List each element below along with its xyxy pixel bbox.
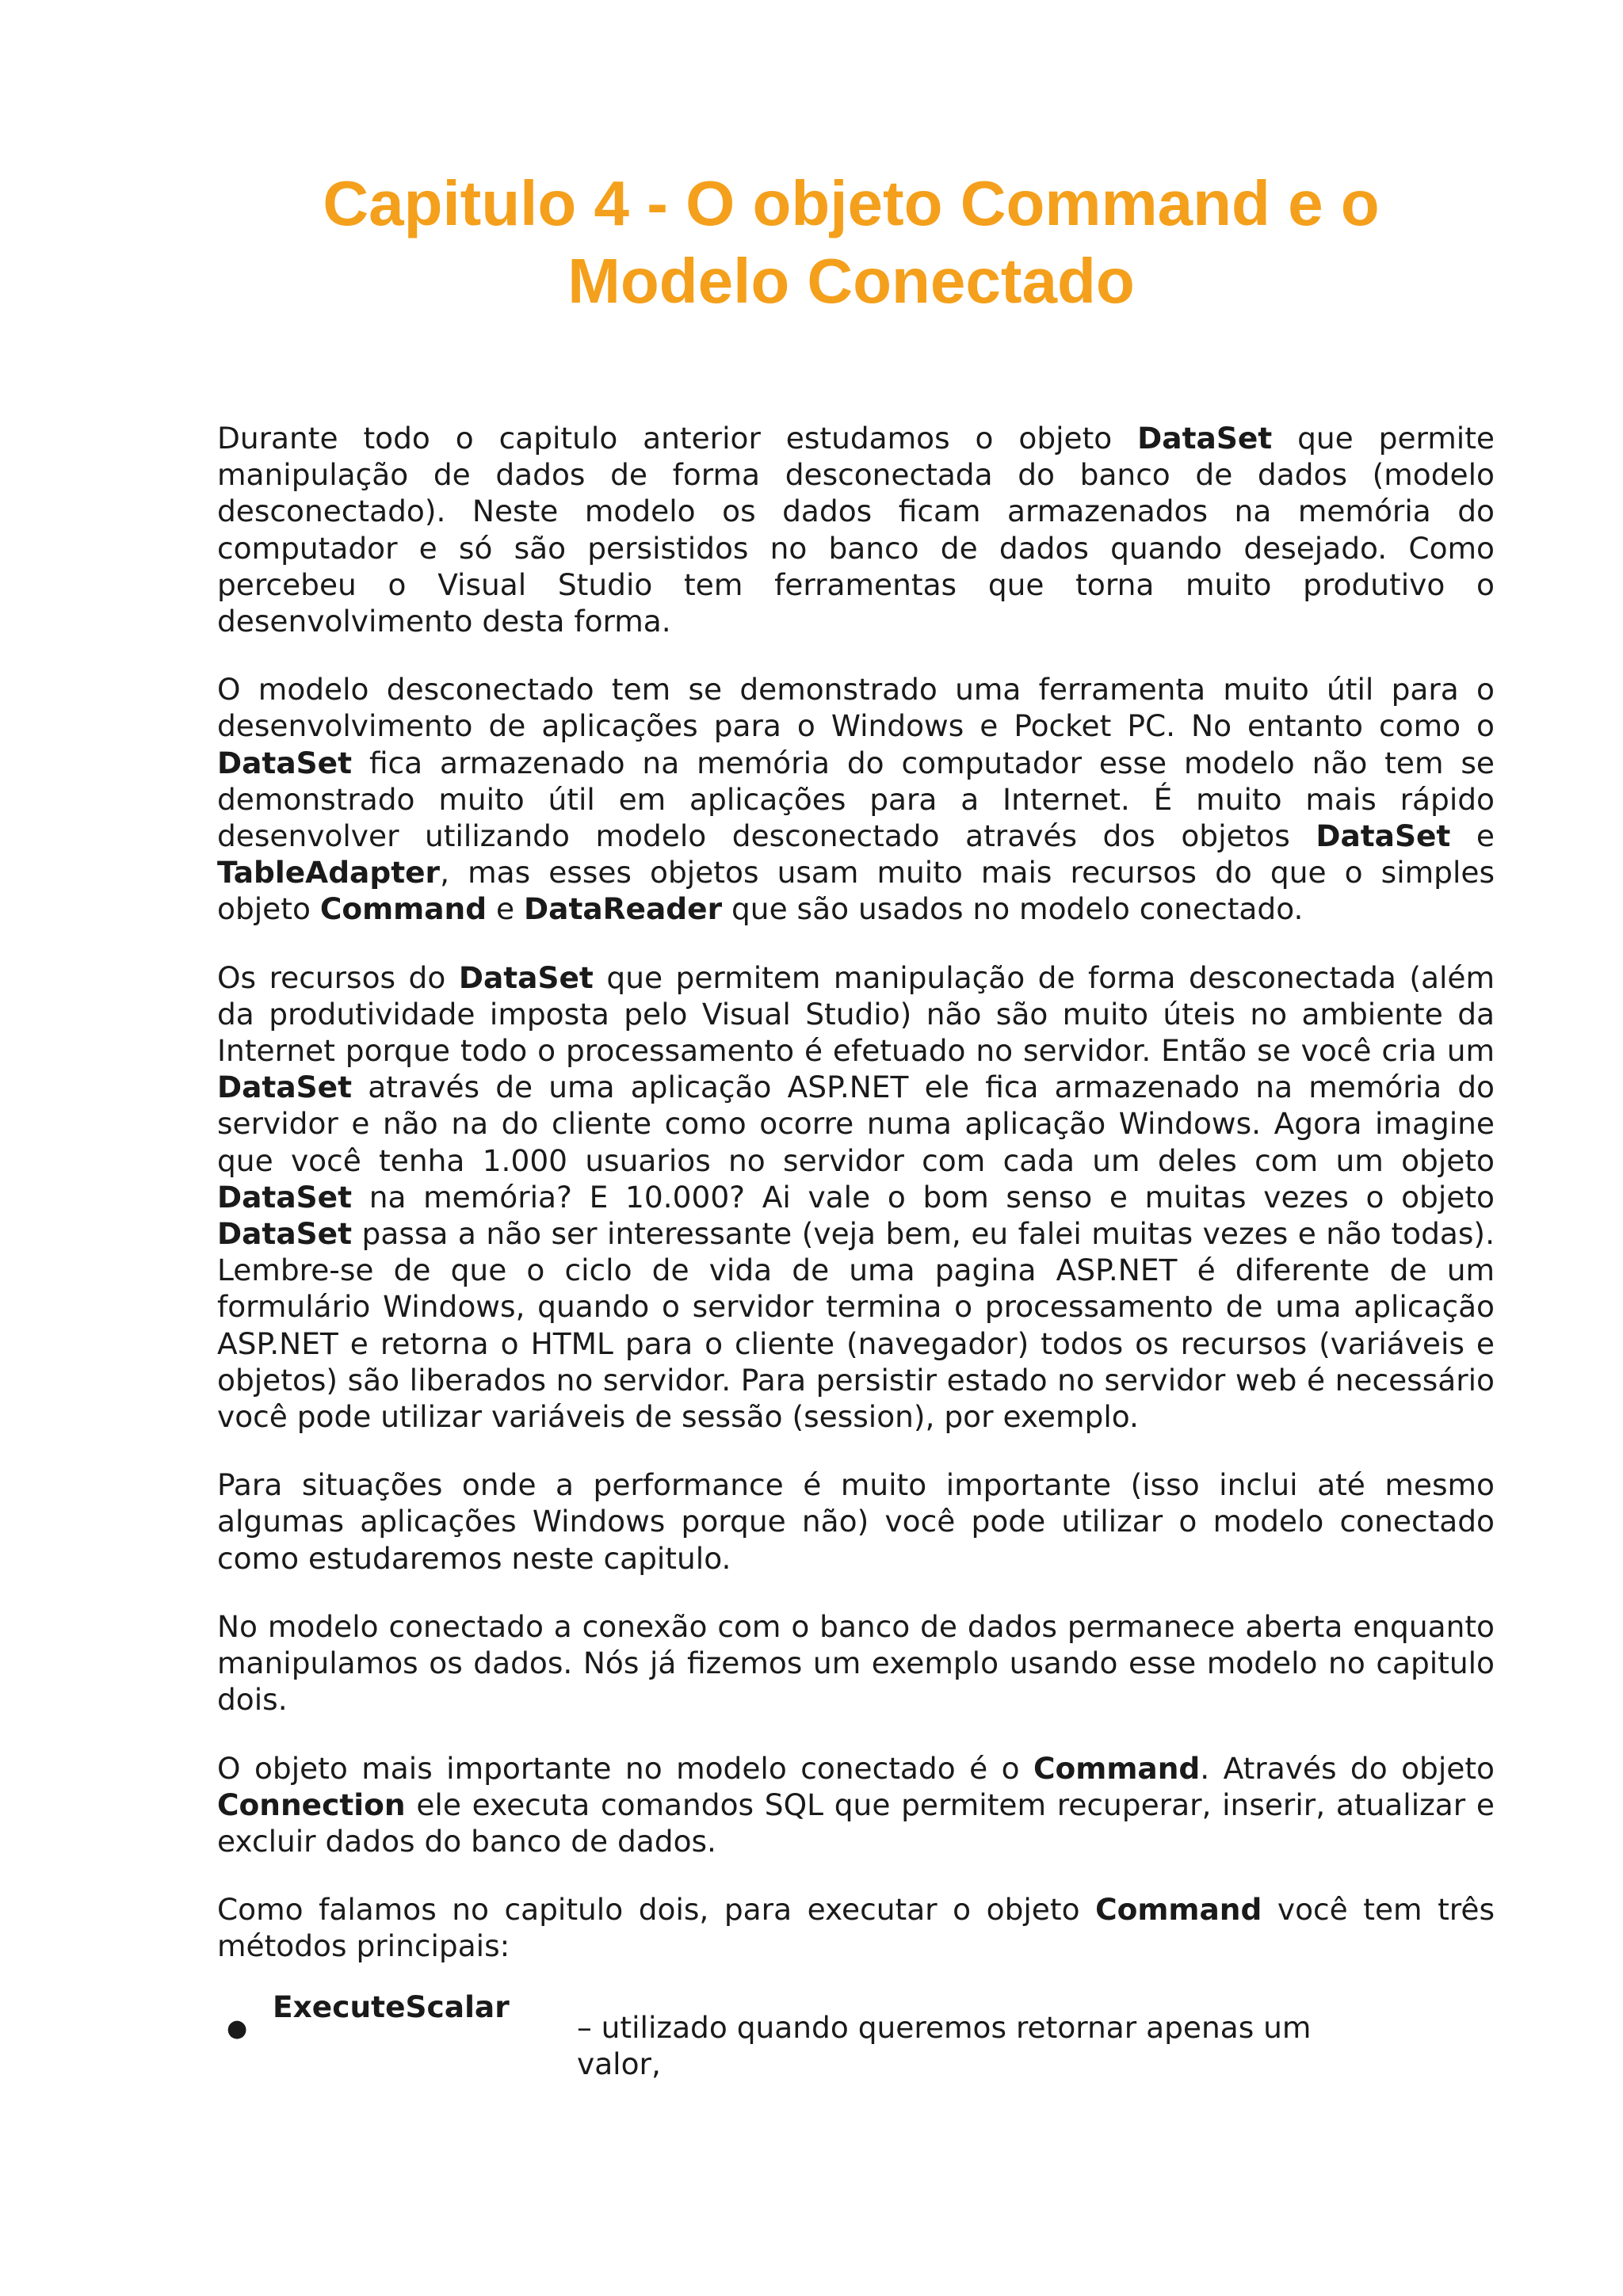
paragraph	[217, 1891, 1495, 1964]
bold-term: DataReader	[524, 891, 723, 927]
bold-term: DataSet	[458, 959, 594, 995]
list-item	[217, 1989, 1495, 2092]
bold-term: Connection	[217, 1787, 406, 1822]
text-run: fica armazenado na memória do computador esse modelo não tem se demonstrado muito útil em aplicações para a Internet. É muito mais rápido desenvolver utilizando modelo desconectado através dos objetos	[217, 745, 1495, 854]
text-run: , mas esses objetos usam muito mais recursos do que o simples objeto	[217, 855, 1495, 927]
text-run: O modelo desconectado tem se demonstrado uma ferramenta muito útil para o desenvolvimento de aplicações para o Windows e Pocket PC. No entanto como o	[217, 672, 1495, 744]
text-run: através de uma aplicação ASP.NET ele fica armazenado na memória do servidor e não na do cliente como ocorre numa aplicação Windows. Agora imagine que você tenha 1.000 usuarios no servidor com cada um deles com um objeto	[217, 1070, 1495, 1178]
paragraph	[217, 671, 1495, 927]
text-run: na memória? E 10.000? Ai vale o bom senso e muitas vezes o objeto	[352, 1179, 1495, 1215]
chapter-title-line-2: Modelo Conectado	[567, 246, 1135, 316]
text-run: No modelo conectado a conexão com o banco de dados permanece aberta enquanto manipulamos os dados. Nós já fizemos um exemplo usando esse modelo no capitulo dois.	[217, 1608, 1495, 1718]
bold-term: DataSet	[217, 745, 353, 780]
paragraph	[217, 420, 1495, 639]
text-run: O objeto mais importante no modelo conectado é o	[217, 1750, 1033, 1786]
bold-term: Command	[1095, 1892, 1262, 1928]
text-run: Durante todo o capitulo anterior estudamos o objeto	[217, 421, 1138, 456]
paragraph	[217, 1466, 1495, 1577]
paragraph	[217, 1608, 1495, 1718]
methods-list	[217, 1989, 1495, 2092]
text-run: Como falamos no capitulo dois, para executar o objeto	[217, 1892, 1096, 1928]
chapter-title-line-1: Capitulo 4 - O objeto Command e o	[323, 168, 1380, 238]
text-run: Os recursos do	[217, 959, 459, 995]
text-run: que são usados no modelo conectado.	[722, 891, 1304, 927]
method-name: ExecuteScalar	[273, 1989, 510, 2024]
text-run: e	[1450, 818, 1495, 854]
bold-term: TableAdapter	[217, 855, 441, 891]
text-run: e	[487, 891, 525, 927]
bold-term: Command	[319, 891, 487, 927]
document-body	[217, 420, 1495, 2092]
chapter-title	[238, 165, 1465, 320]
bold-term: DataSet	[217, 1179, 353, 1215]
text-run: Para situações onde a performance é muito importante (isso inclui até mesmo algumas aplicações Windows porque não) você pode utilizar o modelo conectado como estudaremos neste capitulo.	[217, 1467, 1495, 1576]
text-run: . Através do objeto	[1200, 1750, 1495, 1786]
bold-term: DataSet	[217, 1070, 353, 1105]
method-description: – utilizado quando queremos retornar apenas um valor,	[577, 2009, 1312, 2081]
text-run: que permitem manipulação de forma desconectada (além da produtividade imposta pelo Visual Studio) não são muito úteis no ambiente da Internet porque todo o processamento é efetuado no servidor. Então se você cria um	[217, 959, 1495, 1069]
bold-term: Command	[1033, 1750, 1201, 1786]
paragraph	[217, 959, 1495, 1436]
text-run: passa a não ser interessante (veja bem, eu falei muitas vezes e não todas). Lembre-se de que o ciclo de vida de uma pagina ASP.NET é diferente de um formulário Windows, quando o servidor termina o processamento de uma aplicação ASP.NET e retorna o HTML para o cliente (navegador) todos os recursos (variáveis e objetos) são liberados no servidor. Para persistir estado no servidor web é necessário você pode utilizar variáveis de sessão (session), por exemplo.	[217, 1216, 1495, 1435]
bullet-icon: ●	[227, 2014, 248, 2042]
text-run: ele executa comandos SQL que permitem recuperar, inserir, atualizar e excluir dados do banco de dados.	[217, 1787, 1495, 1859]
text-run: você tem três métodos principais:	[217, 1892, 1495, 1964]
paragraph	[217, 1750, 1495, 1860]
bold-term: DataSet	[1137, 421, 1273, 456]
text-run: que permite manipulação de dados de forma desconectada do banco de dados (modelo desconectado). Neste modelo os dados ficam armazenados na memória do computador e só são persistidos no banco de dados quando desejado. Como percebeu o Visual Studio tem ferramentas que torna muito produtivo o desenvolvimento desta forma.	[217, 421, 1495, 639]
bold-term: DataSet	[1316, 818, 1451, 854]
bold-term: DataSet	[217, 1216, 353, 1252]
